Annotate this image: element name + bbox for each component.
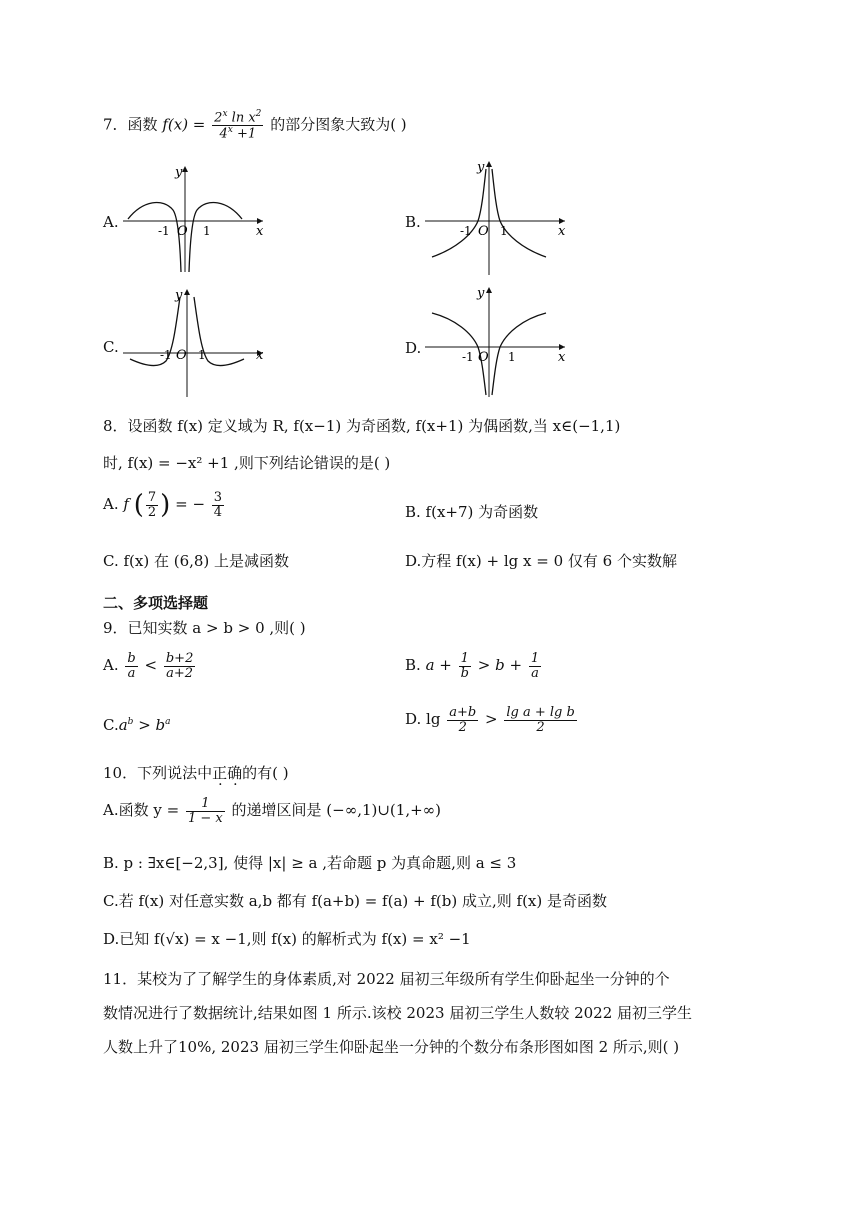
q8-option-b[interactable]: B. f(x+7) 为奇函数: [405, 503, 539, 521]
q11-line1: 11．某校为了了解学生的身体素质,对 2022 届初三年级所有学生仰卧起坐一分钟的个: [103, 970, 670, 988]
q8-line1: 8．设函数 f(x) 定义域为 R, f(x−1) 为奇函数, f(x+1) 为偶函数,当 x∈(−1,1): [103, 417, 621, 435]
pos-tick-label: 1: [508, 350, 516, 364]
q9-option-d[interactable]: D. lg $\frac{a+b}{2}$ > $\frac{\text{lg a + lg b}}{2}$: [405, 705, 575, 735]
q7-option-a-label: A.: [103, 213, 119, 231]
y-axis-arrow: [486, 287, 492, 293]
origin-label: O: [176, 348, 187, 363]
q10-option-c[interactable]: C.若 f(x) 对任意实数 a,b 都有 f(a+b) = f(a) + f(b) 成立,则 f(x) 是奇函数: [103, 892, 608, 910]
y-axis-arrow: [184, 289, 190, 295]
q7-option-b-label: B.: [405, 213, 421, 231]
curve-left: [130, 297, 180, 365]
y-axis-arrow: [486, 161, 492, 167]
q8-option-d[interactable]: D.方程 f(x) + lg x = 0 仅有 6 个实数解: [405, 552, 677, 570]
q7-option-c-label: C.: [103, 338, 119, 356]
curve-left: [128, 203, 181, 272]
pos-tick-label: 1: [500, 224, 508, 238]
pos-tick-label: 1: [203, 224, 211, 238]
q7-graph-a: [118, 162, 273, 277]
q9-option-a[interactable]: A. $\frac{b}{a}$ < $\frac{b+2}{a+2}$: [103, 651, 194, 681]
q7-function-lhs: f(x) =: [162, 115, 206, 134]
q7-graph-d: [420, 283, 575, 400]
x-axis-label: x: [256, 224, 264, 239]
q8-line2: 时, f(x) = −x² +1 ,则下列结论错误的是( ): [103, 454, 391, 472]
curve-left: [432, 169, 486, 257]
curve-right: [189, 203, 242, 272]
q7-stem: [103, 110, 407, 141]
q9-option-b[interactable]: B. a + $\frac{1}{b}$ > b + $\frac{1}{a}$: [405, 651, 540, 681]
neg-tick-label: -1: [462, 350, 474, 364]
q7-option-c[interactable]: [103, 285, 273, 400]
origin-label: O: [177, 224, 188, 239]
q10-stem: 10．下列说法中正确的有( ): [103, 764, 289, 782]
q9-stem: 9．已知实数 a > b > 0 ,则( ): [103, 619, 306, 637]
pos-tick-label: 1: [198, 348, 206, 362]
neg-tick-label: -1: [160, 348, 172, 362]
neg-tick-label: -1: [460, 224, 472, 238]
q7-graph-b: [420, 157, 575, 277]
origin-label: O: [478, 224, 489, 239]
q8-option-c[interactable]: C. f(x) 在 (6,8) 上是减函数: [103, 552, 290, 570]
y-axis-arrow: [182, 166, 188, 172]
q7-fraction: $\frac{2^x \ln x^2}{4^x +1}$: [214, 109, 262, 142]
q7-number: 7．函数: [103, 115, 158, 134]
section-title: 二、多项选择题: [103, 594, 209, 612]
q11-line2: 数情况进行了数据统计,结果如图 1 所示.该校 2023 届初三学生人数较 2022 届初三学生: [103, 1004, 693, 1022]
q10-option-b[interactable]: B. p : ∃x∈[−2,3], 使得 |x| ≥ a ,若命题 p 为真命题,则 a ≤ 3: [103, 854, 517, 872]
curve-right: [492, 313, 546, 395]
q7-tail: 的部分图象大致为( ): [270, 115, 407, 134]
y-axis-label: y: [477, 286, 485, 301]
q11-line3: 人数上升了10%, 2023 届初三学生仰卧起坐一分钟的个数分布条形图如图 2 所示,则( ): [103, 1038, 680, 1056]
q10-option-d[interactable]: D.已知 f(√x) = x −1,则 f(x) 的解析式为 f(x) = x² −1: [103, 930, 471, 948]
q8-option-a[interactable]: A. f ( $\frac{7}{2}$ ) = − $\frac{3}{4}$: [103, 489, 223, 520]
q10-option-a[interactable]: A.函数 y = $\frac{1}{1 - x}$ 的递增区间是 (−∞,1)∪(1,+∞): [103, 796, 442, 826]
x-axis-label: x: [256, 348, 264, 363]
x-axis-label: x: [558, 224, 566, 239]
q9-option-c[interactable]: $C.a^b > b^a$: [103, 716, 171, 734]
y-axis-label: y: [175, 288, 183, 303]
curve-right: [492, 169, 546, 257]
q7-option-a[interactable]: [103, 162, 273, 277]
y-axis-label: y: [477, 160, 485, 175]
neg-tick-label: -1: [158, 224, 170, 238]
q7-option-d-label: D.: [405, 339, 422, 357]
q7-option-d[interactable]: [405, 283, 575, 400]
x-axis-label: x: [558, 350, 566, 365]
origin-label: O: [478, 350, 489, 365]
y-axis-label: y: [175, 165, 183, 180]
q7-option-b[interactable]: [405, 157, 575, 277]
q7-graph-c: [118, 285, 273, 400]
